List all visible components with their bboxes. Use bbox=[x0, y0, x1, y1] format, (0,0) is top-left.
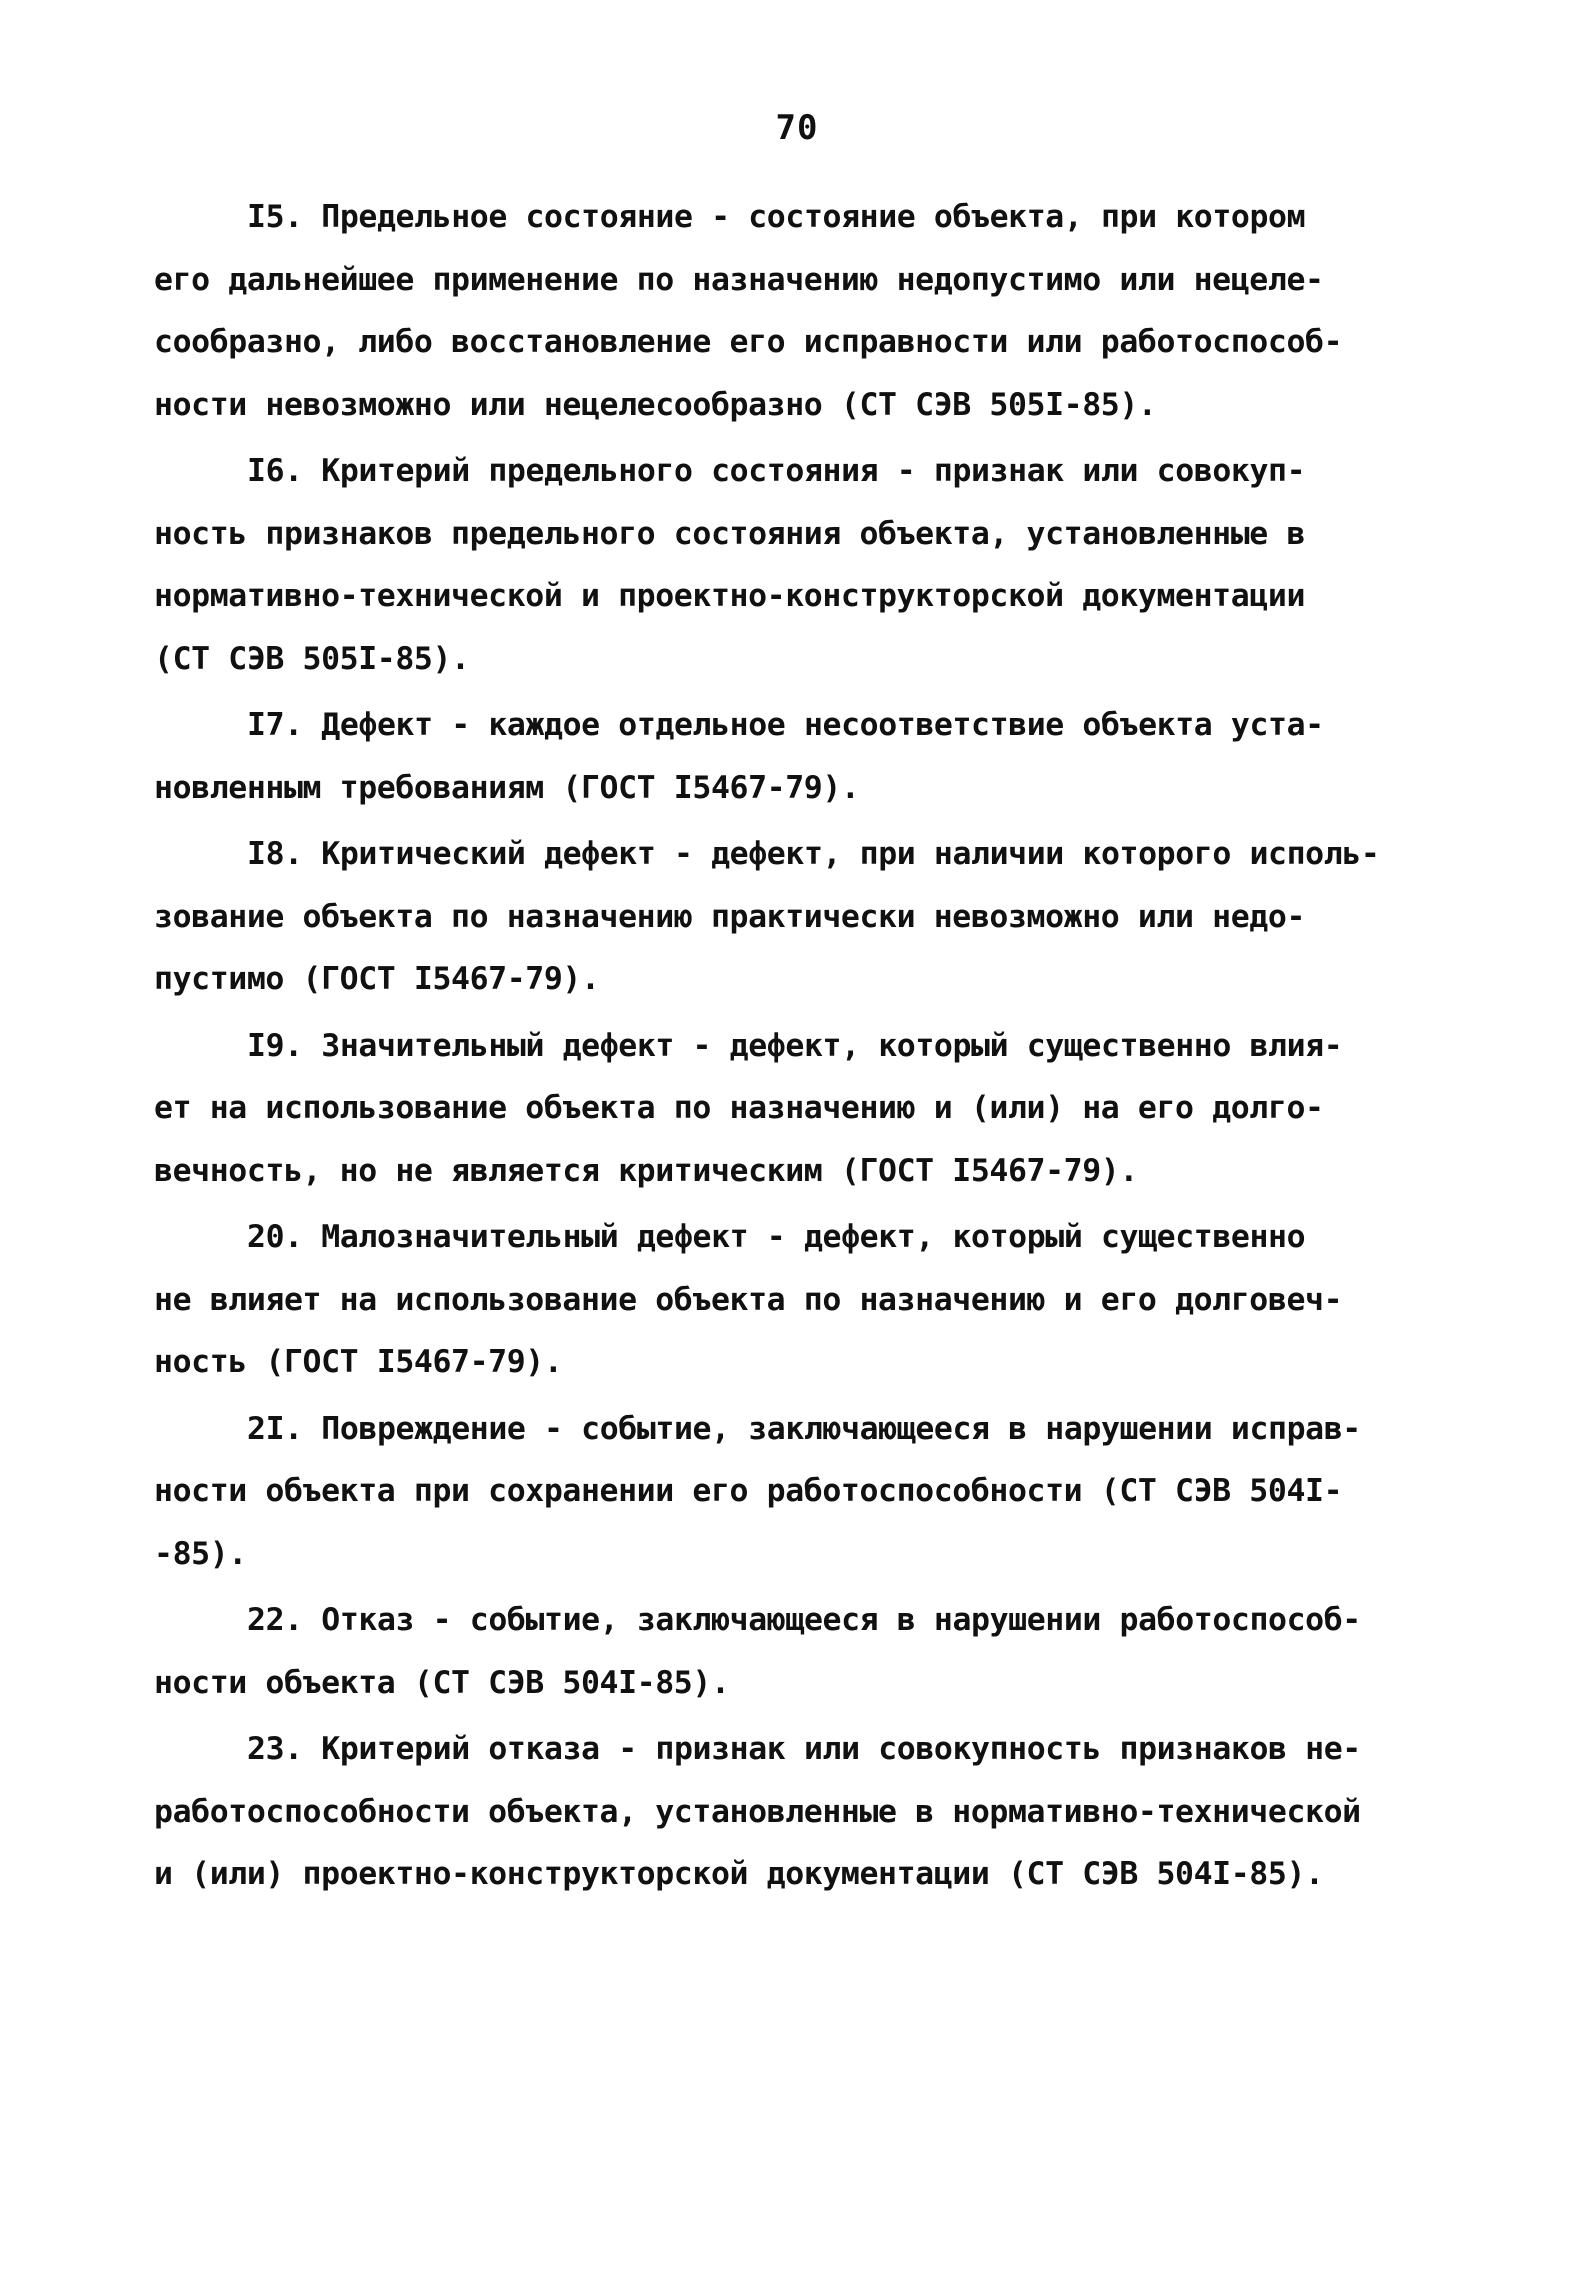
text-line: I5. Предельное состояние - состояние объекта, при котором bbox=[247, 199, 1306, 235]
text-line: и (или) проектно-конструкторской документации (СТ СЭВ 504I-85). bbox=[154, 1856, 1324, 1892]
text-line: ности объекта (СТ СЭВ 504I-85). bbox=[154, 1664, 730, 1701]
text-line: не влияет на использование объекта по назначению и его долговеч- bbox=[154, 1281, 1343, 1318]
paragraph-16 bbox=[154, 440, 1454, 690]
page-number: 70 bbox=[775, 108, 819, 148]
paragraph-15 bbox=[154, 186, 1454, 436]
text-line: I8. Критический дефект - дефект, при наличии которого исполь- bbox=[247, 836, 1380, 872]
text-line: сообразно, либо восстановление его исправности или работоспособ- bbox=[154, 324, 1343, 360]
document-body bbox=[154, 186, 1454, 1906]
paragraph-19 bbox=[154, 1015, 1454, 1203]
text-line: ности невозможно или нецелесообразно (СТ СЭВ 505I-85). bbox=[154, 386, 1157, 423]
text-line: (СТ СЭВ 505I-85). bbox=[154, 640, 470, 677]
text-line: его дальнейшее применение по назначению недопустимо или нецеле- bbox=[154, 261, 1324, 298]
text-line: ет на использование объекта по назначению и (или) на его долго- bbox=[154, 1090, 1324, 1126]
text-line: I7. Дефект - каждое отдельное несоответствие объекта уста- bbox=[247, 707, 1324, 743]
paragraph-21 bbox=[154, 1398, 1454, 1586]
paragraph-20 bbox=[154, 1206, 1454, 1394]
text-line: 2I. Повреждение - событие, заключающееся в нарушении исправ- bbox=[247, 1410, 1361, 1447]
text-line: I9. Значительный дефект - дефект, который существенно влия- bbox=[247, 1027, 1343, 1064]
text-line: работоспособности объекта, установленные в нормативно-технической bbox=[154, 1793, 1361, 1830]
text-line: пустимо (ГОСТ I5467-79). bbox=[154, 961, 600, 997]
text-line: I6. Критерий предельного состояния - признак или совокуп- bbox=[247, 453, 1306, 489]
paragraph-22 bbox=[154, 1589, 1454, 1714]
text-line: зование объекта по назначению практически невозможно или недо- bbox=[154, 898, 1306, 935]
text-line: -85). bbox=[154, 1535, 247, 1572]
text-line: 20. Малозначительный дефект - дефект, который существенно bbox=[247, 1219, 1306, 1255]
text-line: новленным требованиям (ГОСТ I5467-79). bbox=[154, 769, 860, 806]
paragraph-17 bbox=[154, 694, 1454, 819]
text-line: ность признаков предельного состояния объекта, установленные в bbox=[154, 515, 1306, 552]
text-line: 22. Отказ - событие, заключающееся в нарушении работоспособ- bbox=[247, 1602, 1361, 1638]
paragraph-23 bbox=[154, 1718, 1454, 1906]
paragraph-18 bbox=[154, 823, 1454, 1011]
text-line: ности объекта при сохранении его работоспособности (СТ СЭВ 504I- bbox=[154, 1473, 1343, 1509]
text-line: вечность, но не является критическим (ГОСТ I5467-79). bbox=[154, 1152, 1138, 1189]
text-line: ность (ГОСТ I5467-79). bbox=[154, 1344, 563, 1380]
text-line: 23. Критерий отказа - признак или совокупность признаков не- bbox=[247, 1731, 1361, 1767]
text-line: нормативно-технической и проектно-конструкторской документации bbox=[154, 578, 1306, 614]
